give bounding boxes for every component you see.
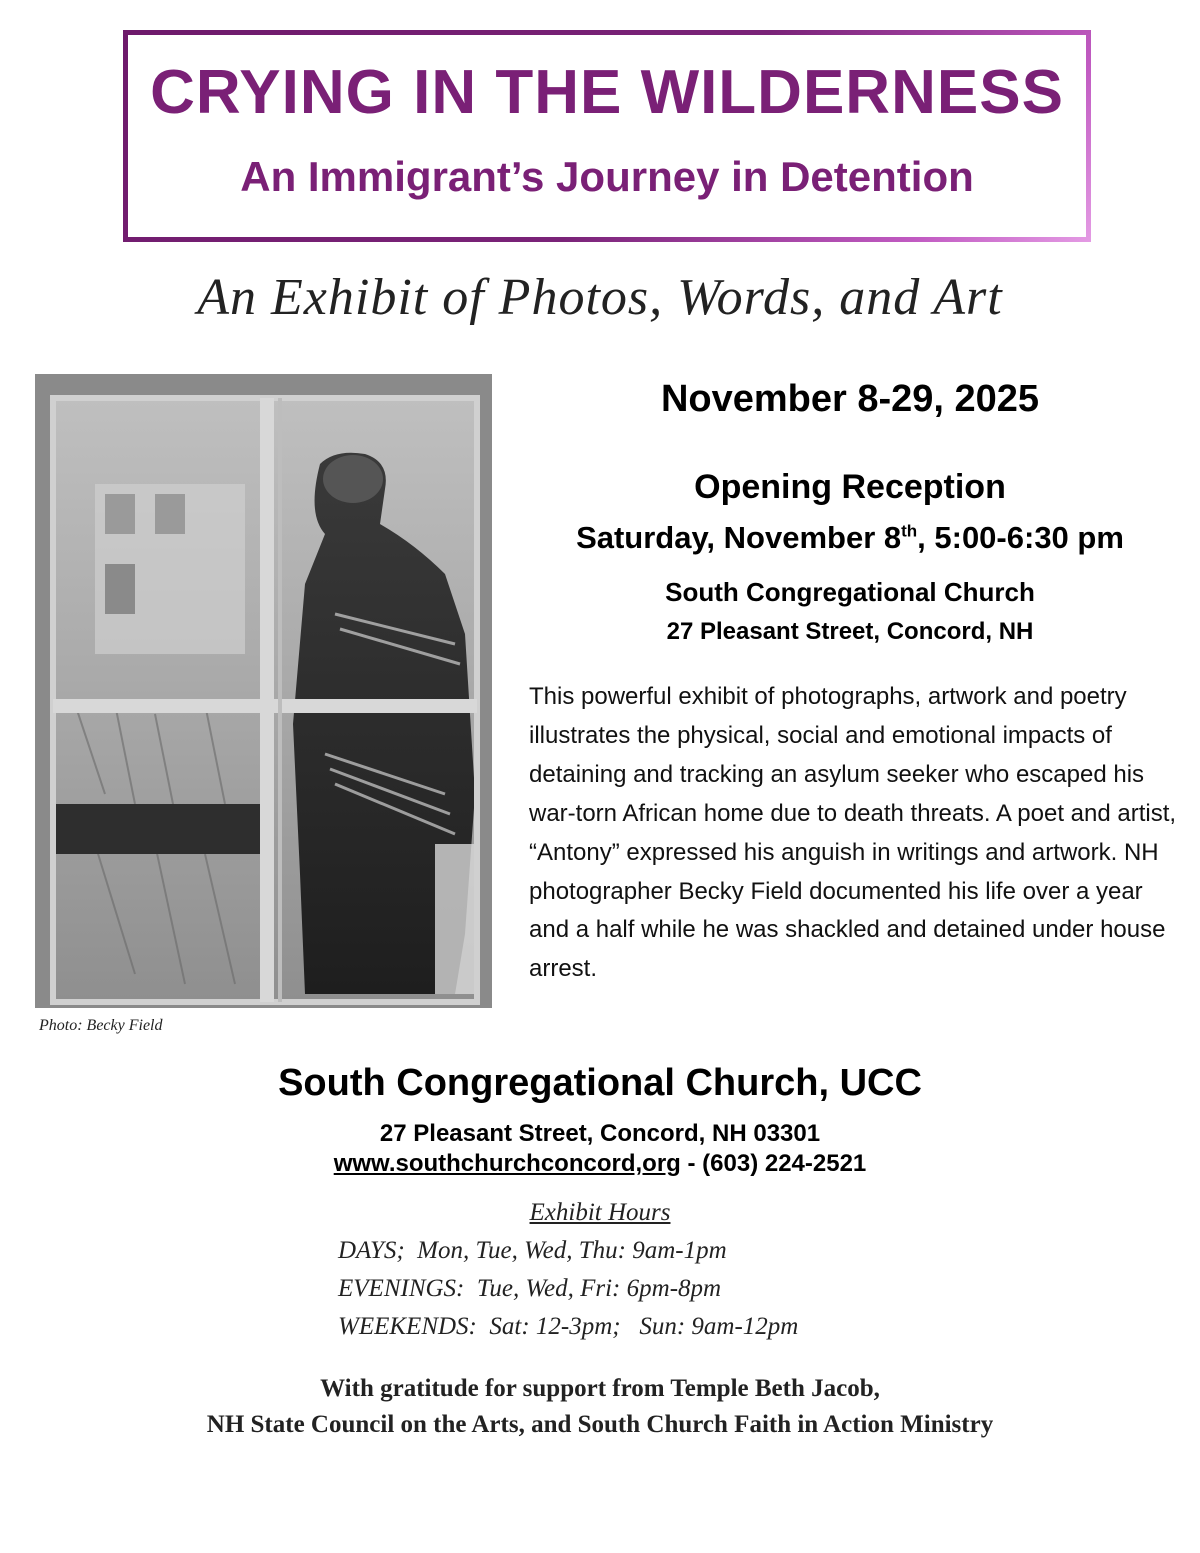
exhibit-subtitle: An Immigrant’s Journey in Detention — [240, 153, 974, 200]
reception-time — [500, 520, 1200, 556]
exhibit-description: This powerful exhibit of photographs, artwork and poetry illustrates the physical, social and emotional impacts of detaining and tracking an asylum seeker who escaped his war-torn African home due to death threats. A poet and artist, “Antony” expressed his anguish in writings and artwork. NH photographer Becky Field documented his life over a year and a half while he was shackled and detained under house arrest. — [529, 683, 1177, 983]
contact-separator: - — [680, 1150, 703, 1177]
title-box — [123, 30, 1091, 242]
church-address: 27 Pleasant Street, Concord, NH 03301 — [379, 1120, 821, 1147]
reception-day-suffix: th — [901, 521, 918, 541]
reception-hours: , 5:00-6:30 pm — [917, 520, 1124, 555]
exhibit-tagline: An Exhibit of Photos, Words, and Art — [197, 269, 1003, 326]
hours-evenings: EVENINGS: Tue, Wed, Fri: 6pm-8pm — [338, 1275, 722, 1302]
church-name: South Congregational Church, UCC — [278, 1062, 922, 1104]
exhibit-title: CRYING IN THE WILDERNESS — [150, 58, 1064, 127]
exhibit-dates: November 8-29, 2025 — [660, 378, 1040, 420]
reception-address: 27 Pleasant Street, Concord, NH — [666, 618, 1034, 645]
reception-venue: South Congregational Church — [665, 577, 1035, 607]
hours-weekends: WEEKENDS: Sat: 12-3pm; Sun: 9am-12pm — [338, 1313, 799, 1340]
thanks-line-2: NH State Council on the Arts, and South Church Faith in Action Ministry — [206, 1411, 994, 1438]
church-phone: (603) 224-2521 — [702, 1150, 867, 1177]
hours-days: DAYS; Mon, Tue, Wed, Thu: 9am-1pm — [338, 1237, 727, 1264]
thanks-line-1: With gratitude for support from Temple Beth Jacob, — [320, 1375, 880, 1402]
photo-credit: Photo: Becky Field — [39, 1017, 163, 1034]
church-contact — [0, 1150, 1200, 1178]
exhibit-hours-heading: Exhibit Hours — [529, 1199, 671, 1226]
reception-day: Saturday, November 8 — [576, 520, 902, 555]
exhibit-photo — [35, 374, 492, 1008]
church-website-link[interactable]: www.southchurchconcord,org — [333, 1150, 681, 1177]
reception-title: Opening Reception — [694, 468, 1006, 506]
